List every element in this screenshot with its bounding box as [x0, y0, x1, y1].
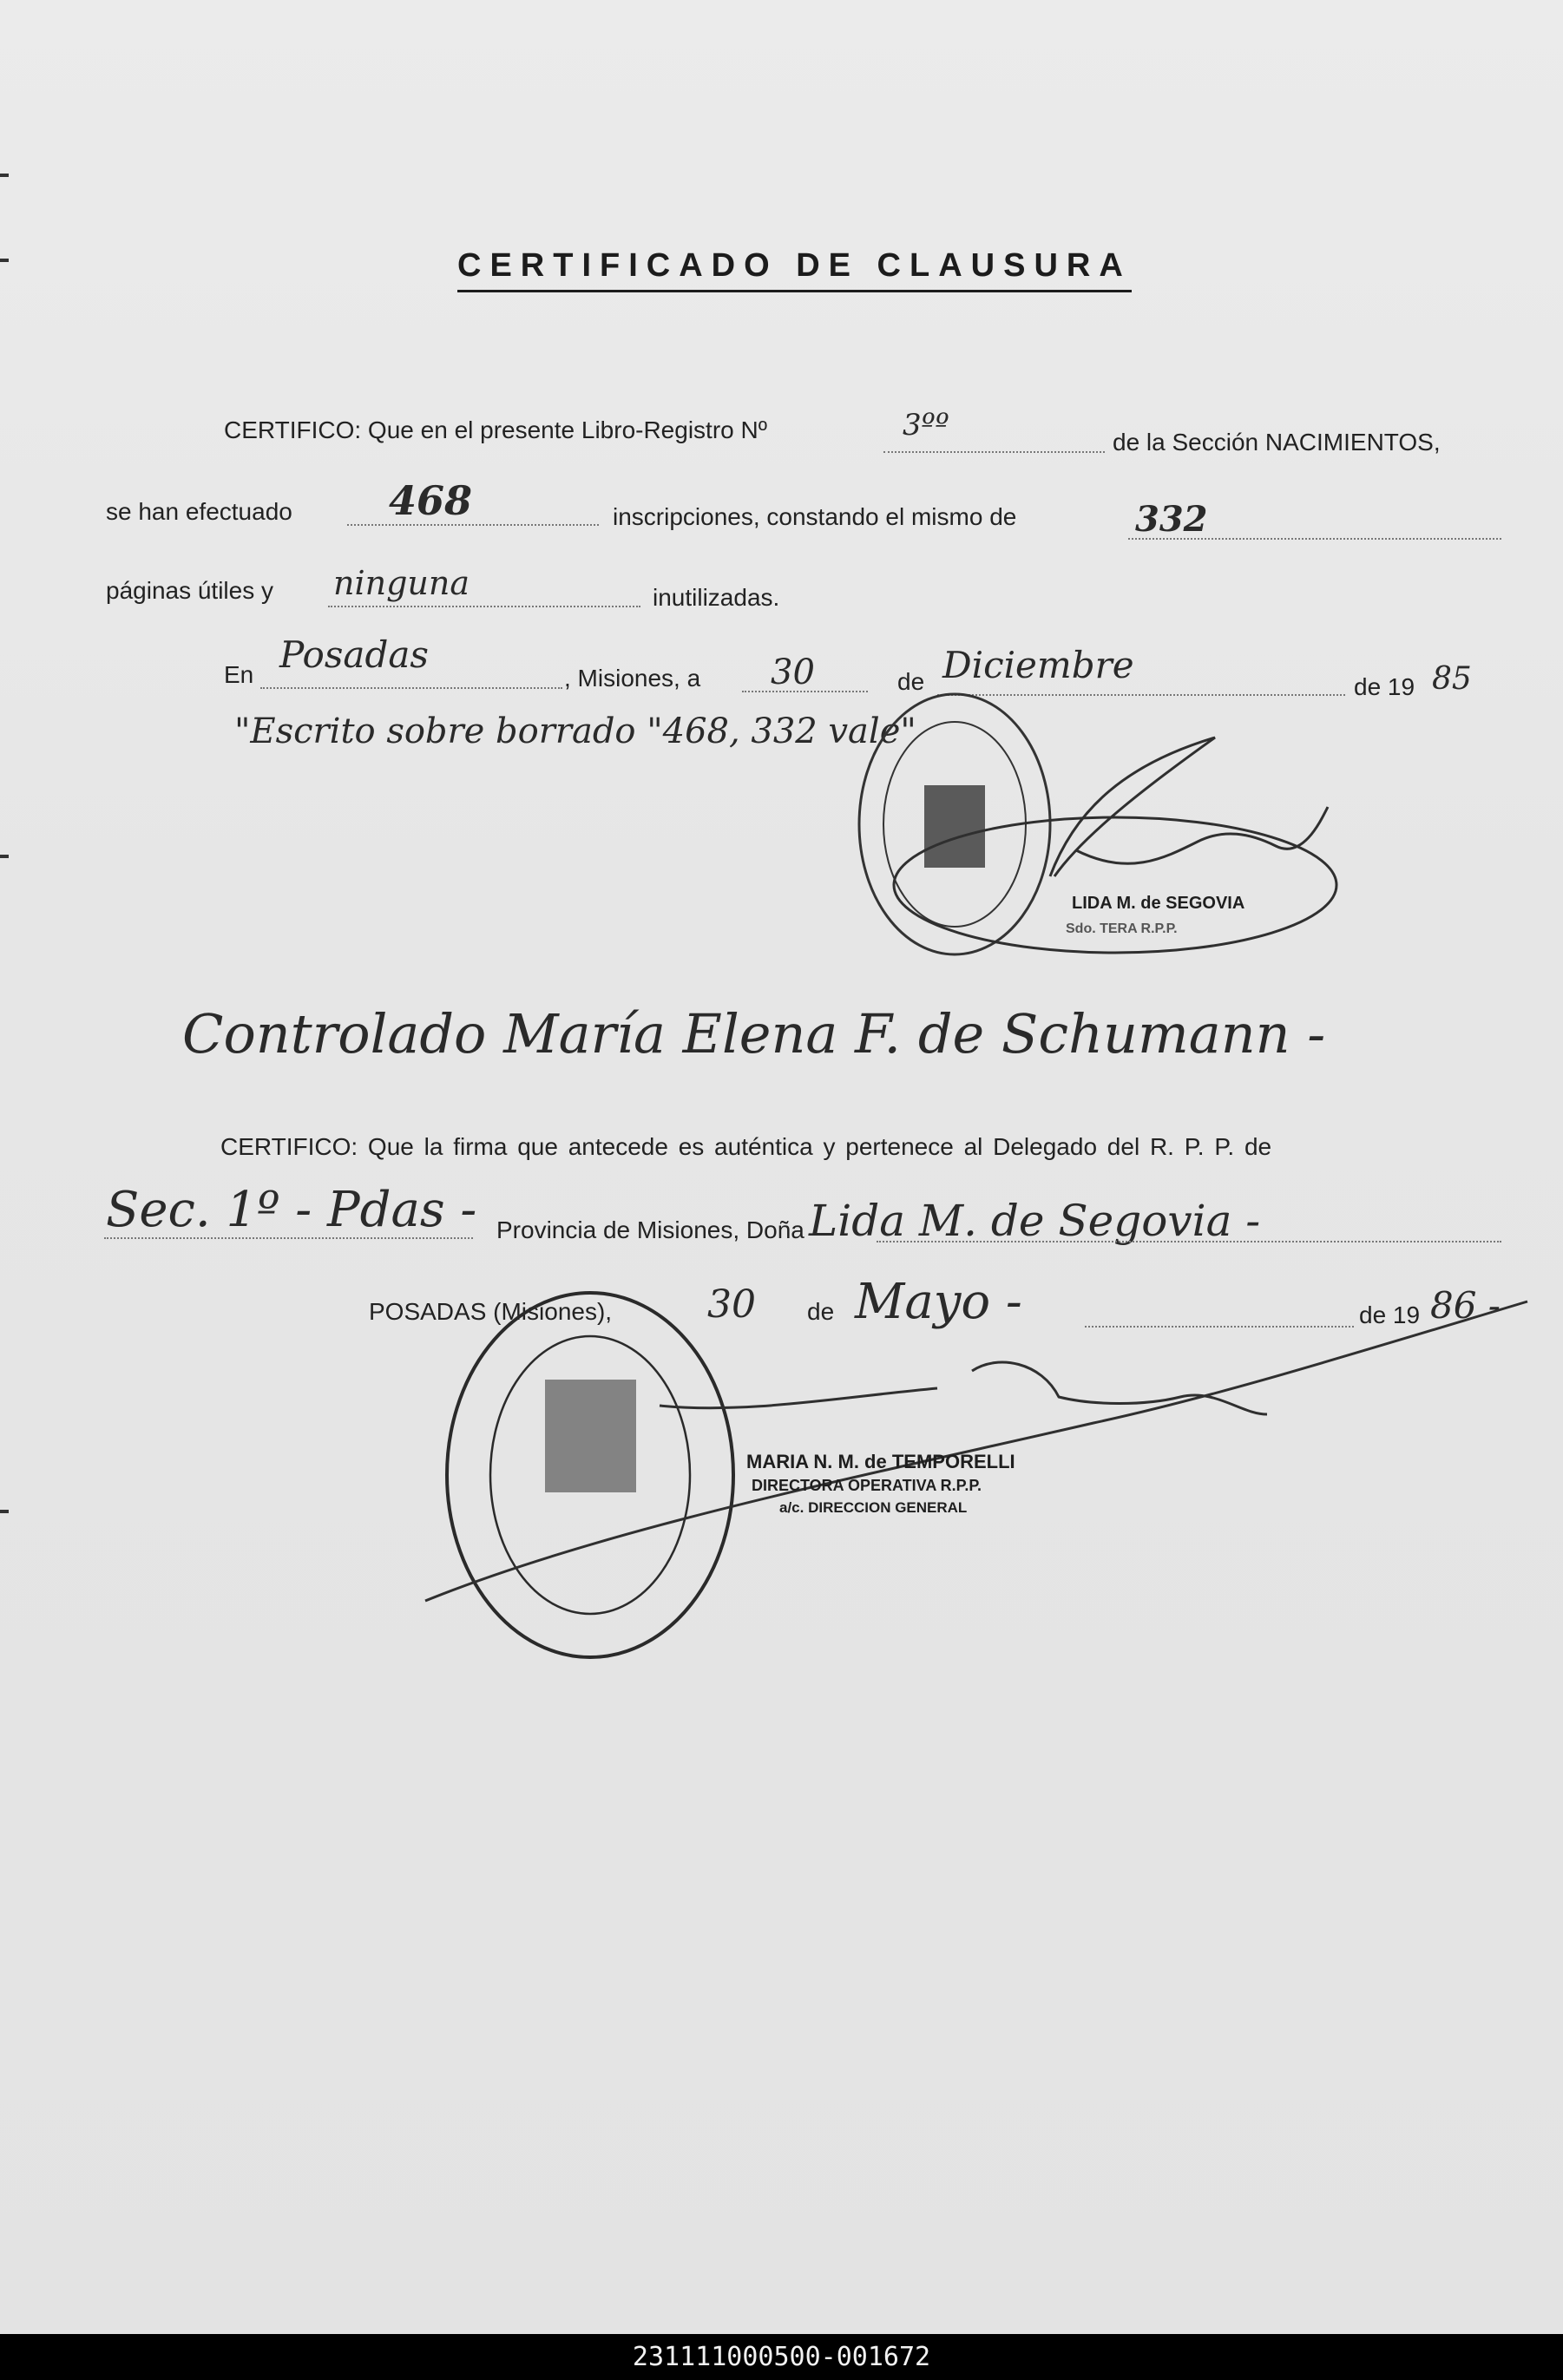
line1-suffix: de la Sección NACIMIENTOS, [1113, 429, 1441, 456]
line3-prefix: páginas útiles y [106, 577, 274, 604]
misiones-label: , Misiones, a [564, 665, 701, 692]
line3-suffix: inutilizadas. [653, 584, 780, 611]
seal-2 [447, 1293, 733, 1657]
de19-label: de 19 [1354, 673, 1415, 700]
posadas-label: POSADAS (Misiones), [369, 1298, 613, 1325]
libro-number-handwritten: 3ºº [903, 408, 949, 443]
anio-handwritten: 85 [1432, 661, 1472, 697]
line2-prefix: se han efectuado [106, 498, 292, 525]
signature-2-sub: a/c. DIRECCION GENERAL [779, 1499, 968, 1516]
line2-middle: inscripciones, constando el mismo de [613, 503, 1017, 530]
controlado-handwritten: Controlado María Elena F. de Schumann - [182, 1002, 1326, 1065]
lugar-handwritten: Posadas [279, 633, 429, 676]
scan-code-bar [0, 2334, 1563, 2380]
inutilizadas-handwritten: ninguna [333, 564, 470, 602]
scan-code: 231111000500-001672 [632, 2342, 931, 2372]
line1-prefix: CERTIFICO: Que en el presente Libro-Registro Nº [224, 416, 767, 443]
document-title: CERTIFICADO DE CLAUSURA [457, 247, 1132, 292]
cert2-provincia: Provincia de Misiones, Doña [496, 1216, 804, 1243]
signature-2-name: MARIA N. M. de TEMPORELLI [746, 1451, 1015, 1472]
dia-handwritten: 30 [771, 652, 815, 692]
cert2-dia-handwritten: 30 [707, 1282, 756, 1327]
inscripciones-handwritten: 468 [389, 477, 473, 524]
cert2-text: CERTIFICO: Que la firma que antecede es auténtica y pertenece al Delegado del R. P. P. de [220, 1133, 1272, 1160]
signature-1-name: LIDA M. de SEGOVIA [1072, 894, 1245, 913]
cert2-de19-label: de 19 [1359, 1301, 1421, 1328]
signature-1-role: Sdo. TERA R.P.P. [1066, 921, 1178, 936]
en-label: En [224, 661, 254, 688]
paginas-handwritten: 332 [1135, 499, 1208, 540]
mes-handwritten: Diciembre [942, 644, 1134, 686]
de-label: de [897, 668, 925, 695]
dona-nombre-handwritten: Lida M. de Segovia - [809, 1196, 1261, 1246]
escrito-sobre-borrado-note: "Escrito sobre borrado "468, 332 vale" [234, 711, 916, 751]
cert2-de-label: de [807, 1298, 835, 1325]
signature-2-role: DIRECTORA OPERATIVA R.P.P. [752, 1477, 982, 1494]
cert2-anio-handwritten: 86 - [1430, 1284, 1501, 1327]
seccion-handwritten: Sec. 1º - Pdas - [106, 1182, 477, 1238]
cert2-mes-handwritten: Mayo - [855, 1274, 1022, 1330]
